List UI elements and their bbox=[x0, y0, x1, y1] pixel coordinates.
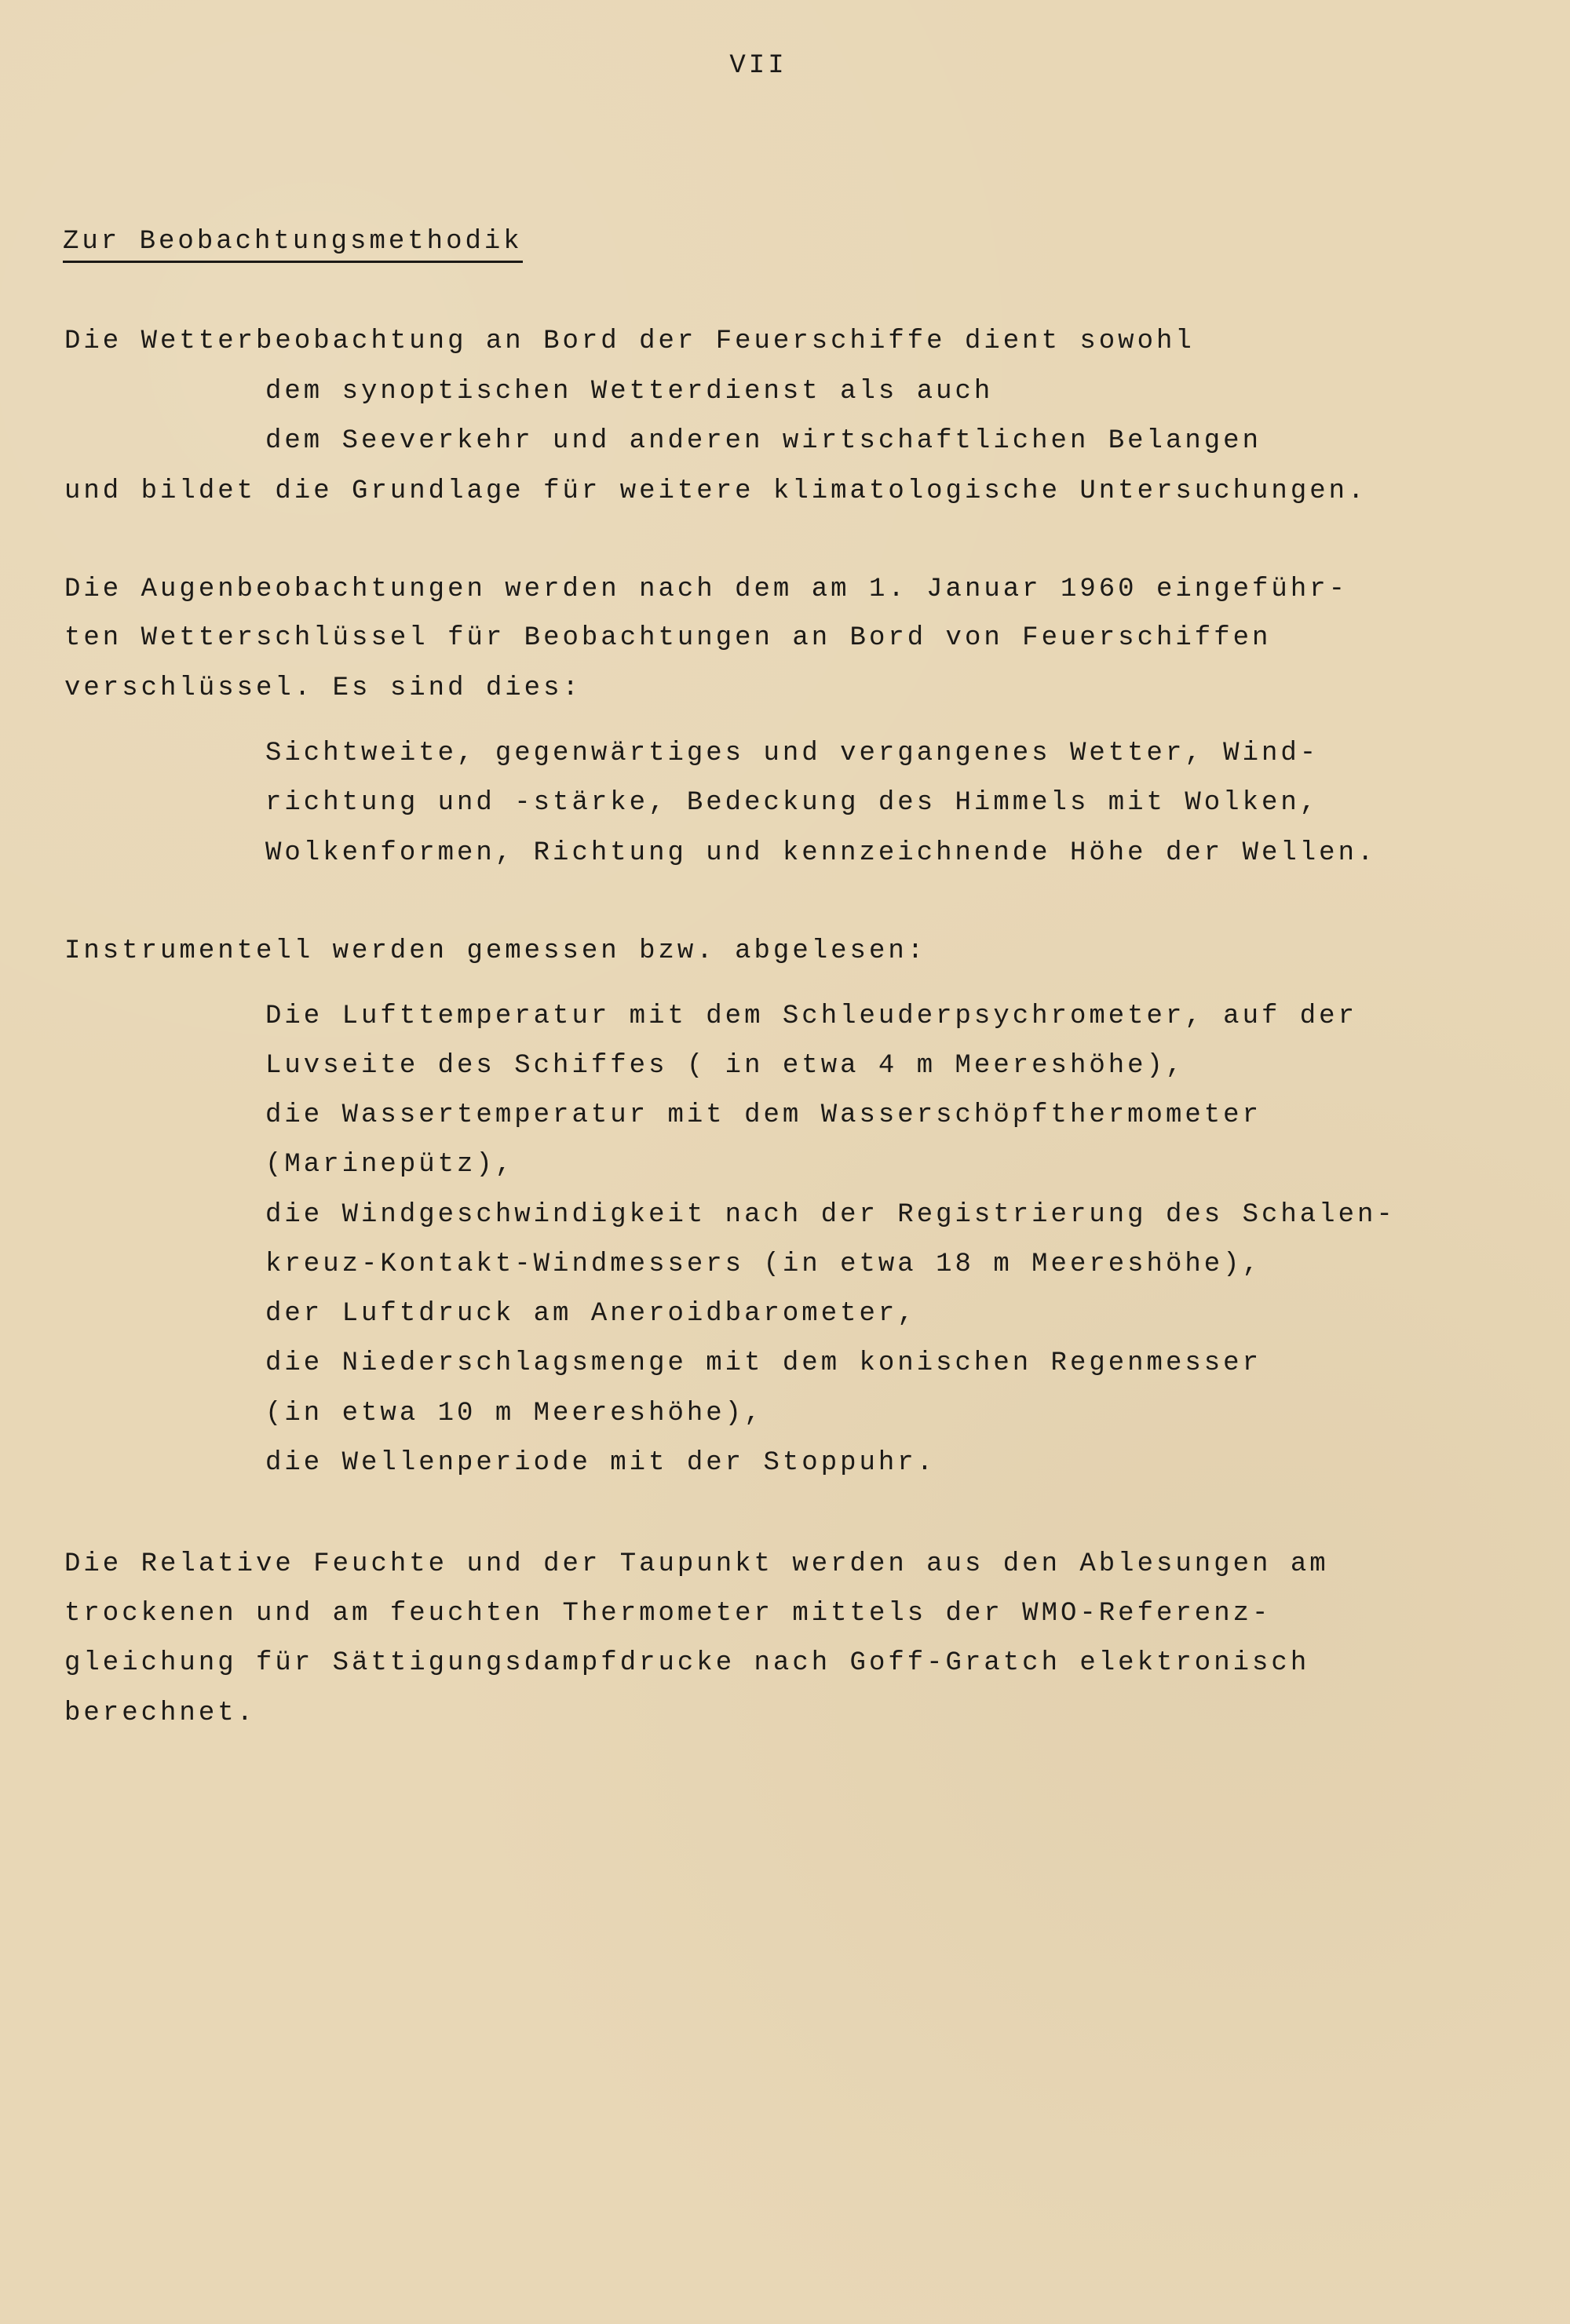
text-line: ten Wetterschlüssel für Beobachtungen an Bord von Feuerschiffen bbox=[64, 623, 1272, 653]
text-line: kreuz-Kontakt-Windmessers (in etwa 18 m Meereshöhe), bbox=[265, 1250, 1261, 1279]
text-line: (in etwa 10 m Meereshöhe), bbox=[265, 1399, 764, 1428]
text-line: die Wassertemperatur mit dem Wasserschöpfthermometer bbox=[265, 1100, 1261, 1130]
text-line: und bildet die Grundlage für weitere klimatologische Untersuchungen. bbox=[64, 476, 1367, 506]
text-line: dem synoptischen Wetterdienst als auch bbox=[265, 377, 994, 407]
text-line: Instrumentell werden gemessen bzw. abgelesen: bbox=[64, 936, 927, 966]
text-line: trockenen und am feuchten Thermometer mittels der WMO-Referenz- bbox=[64, 1599, 1272, 1629]
text-line: richtung und -stärke, Bedeckung des Himmels mit Wolken, bbox=[265, 788, 1320, 818]
text-line: Luvseite des Schiffes ( in etwa 4 m Meereshöhe), bbox=[265, 1051, 1185, 1081]
text-line: dem Seeverkehr und anderen wirtschaftlichen Belangen bbox=[265, 426, 1261, 456]
text-line: die Niederschlagsmenge mit dem konischen Regenmesser bbox=[265, 1348, 1261, 1378]
text-line: Die Augenbeobachtungen werden nach dem am 1. Januar 1960 eingeführ- bbox=[64, 575, 1349, 604]
page-number: VII bbox=[729, 51, 787, 81]
text-line: berechnet. bbox=[64, 1698, 257, 1728]
text-line: Die Wetterbeobachtung an Bord der Feuerschiffe dient sowohl bbox=[64, 327, 1195, 356]
text-line: Die Lufttemperatur mit dem Schleuderpsychrometer, auf der bbox=[265, 1001, 1357, 1031]
section-heading: Zur Beobachtungsmethodik bbox=[63, 223, 523, 263]
text-line: gleichung für Sättigungsdampfdrucke nach Goff-Gratch elektronisch bbox=[64, 1648, 1310, 1678]
text-line: Wolkenformen, Richtung und kennzeichnende Höhe der Wellen. bbox=[265, 838, 1377, 868]
text-line: die Wellenperiode mit der Stoppuhr. bbox=[265, 1448, 937, 1478]
text-line: die Windgeschwindigkeit nach der Registrierung des Schalen- bbox=[265, 1200, 1396, 1230]
text-line: verschlüssel. Es sind dies: bbox=[64, 673, 582, 703]
text-line: Sichtweite, gegenwärtiges und vergangenes Wetter, Wind- bbox=[265, 739, 1320, 768]
text-line: (Marinepütz), bbox=[265, 1150, 515, 1180]
text-line: Die Relative Feuchte und der Taupunkt werden aus den Ablesungen am bbox=[64, 1549, 1329, 1579]
text-line: der Luftdruck am Aneroidbarometer, bbox=[265, 1299, 917, 1329]
